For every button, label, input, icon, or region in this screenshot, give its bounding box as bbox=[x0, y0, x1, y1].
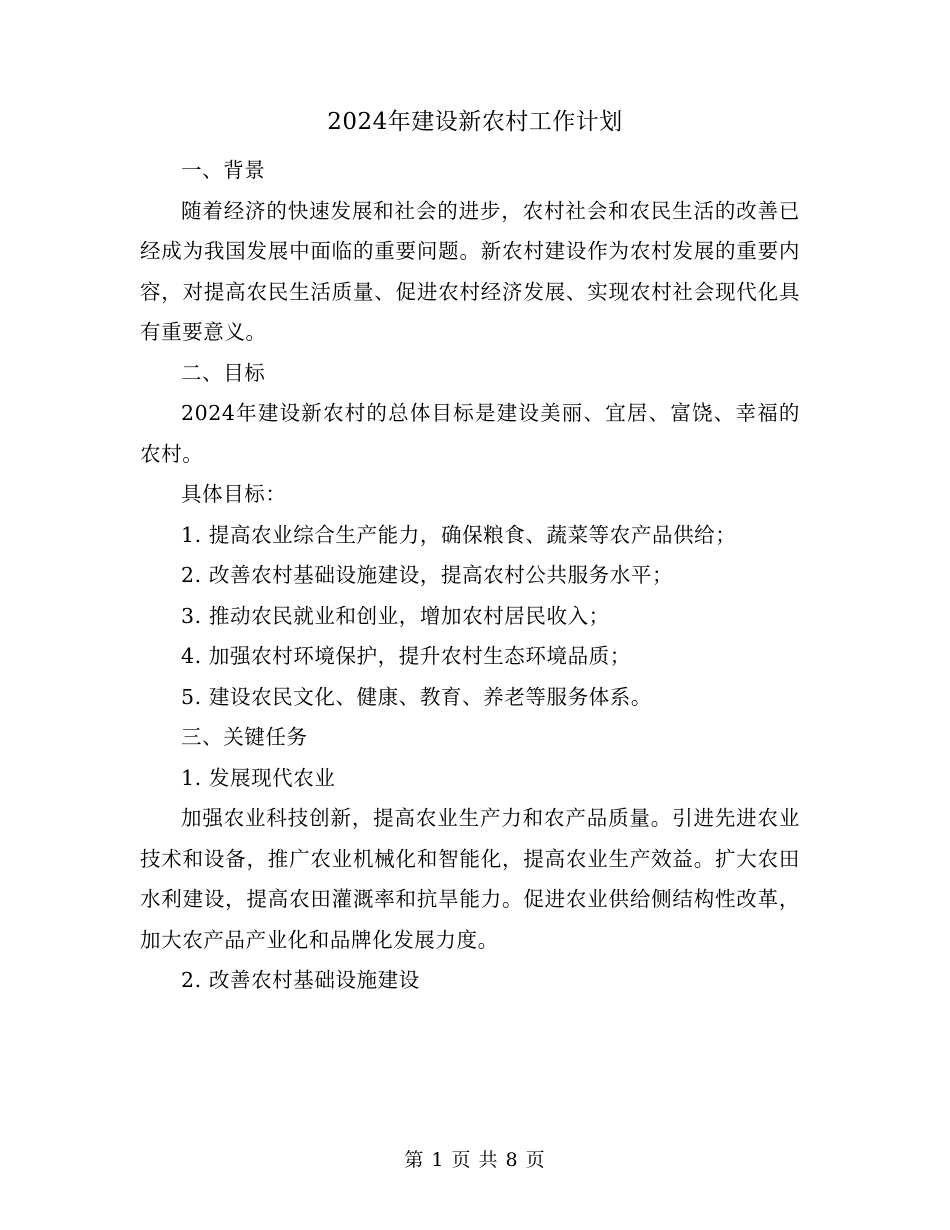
specific-goals-label: 具体目标： bbox=[181, 482, 287, 506]
task-heading-1: 1. 发展现代农业 bbox=[181, 765, 336, 790]
goal-item-4: 4. 加强农村环境保护，提升农村生态环境品质； bbox=[181, 644, 631, 668]
goal-item-1: 1. 提高农业综合生产能力，确保粮食、蔬菜等农产品供给； bbox=[181, 522, 737, 547]
section-heading-key-tasks: 三、关键任务 bbox=[181, 725, 308, 749]
goal-item-2: 2. 改善农村基础设施建设，提高农村公共服务水平； bbox=[181, 563, 674, 587]
paragraph-overall-goal: 2024年建设新农村的总体目标是建设美丽、宜居、富饶、幸福的农村。 bbox=[140, 401, 800, 466]
paragraph-modern-agriculture: 加强农业科技创新，提高农业生产力和农产品质量。引进先进农业技术和设备，推广农业机械化和智能化，提高农业生产效益。扩大农田水利建设，提高农田灌溉率和抗旱能力。促进农业供给侧结构性改革，加大农产品产业化和品牌化发展力度。 bbox=[140, 806, 800, 952]
paragraph-background: 随着经济的快速发展和社会的进步，农村社会和农民生活的改善已经成为我国发展中面临的重要问题。新农村建设作为农村发展的重要内容，对提高农民生活质量、促进农村经济发展、实现农村社会现代化具有重要意义。 bbox=[140, 198, 800, 344]
section-heading-goals: 二、目标 bbox=[181, 360, 266, 385]
document-title: 2024年建设新农村工作计划 bbox=[327, 109, 623, 135]
section-heading-background: 一、背景 bbox=[181, 158, 266, 182]
document-body bbox=[140, 150, 800, 1001]
page-footer: 第 1 页 共 8 页 bbox=[404, 1149, 546, 1171]
task-heading-2: 2. 改善农村基础设施建设 bbox=[181, 968, 420, 992]
goal-item-3: 3. 推动农民就业和创业，增加农村居民收入； bbox=[181, 603, 610, 628]
goal-item-5: 5. 建设农民文化、健康、教育、养老等服务体系。 bbox=[181, 684, 652, 709]
